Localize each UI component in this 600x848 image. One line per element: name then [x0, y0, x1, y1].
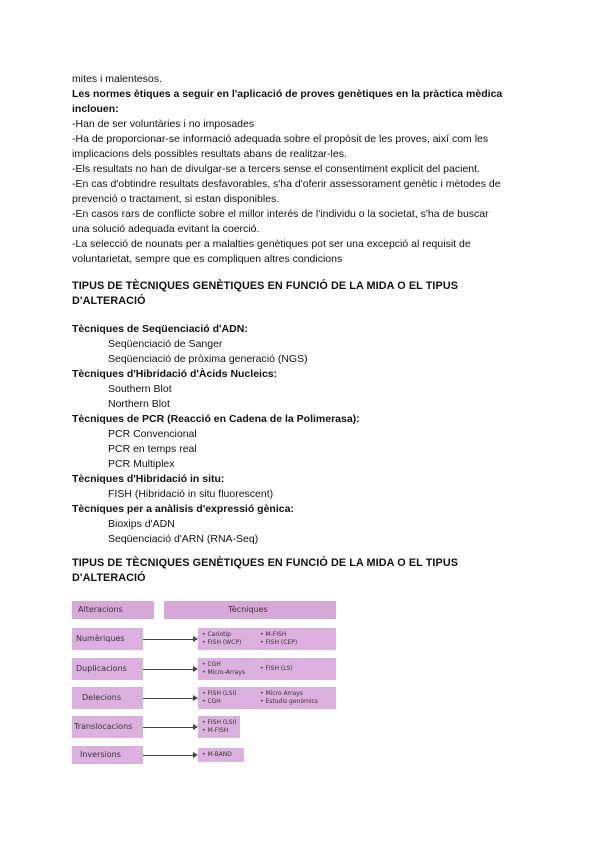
technique-item: PCR Multiplex	[108, 458, 175, 470]
technique-item: Seqüenciació de pròxima generació (NGS)	[108, 353, 308, 365]
norms-heading: Les normes ètiques a seguir en l'aplicació de proves genètiques en la pràctica mèdica inclouen:	[72, 88, 503, 115]
figure-header-right: Tècniques	[164, 601, 336, 619]
technique-item: PCR en temps real	[108, 443, 197, 455]
technique-item: Southern Blot	[108, 383, 172, 395]
alteration-box: Duplicacions	[72, 658, 143, 680]
alteration-box: Translocacions	[72, 716, 143, 738]
technique-category: Tècniques de PCR (Reacció en Cadena de la Polimerasa):	[72, 413, 360, 425]
norm-line: -En casos rars de conflicte sobre el millor interés de l'individu o la societat, s'ha de buscar	[72, 208, 489, 220]
section-title-2: TIPUS DE TÈCNIQUES GENÈTIQUES EN FUNCIÓ DE LA MIDA O EL TIPUS D'ALTERACIÓ	[72, 557, 459, 584]
technique-category: Tècniques de Seqüenciació d'ADN:	[72, 323, 248, 335]
section-title-1: TIPUS DE TÈCNIQUES GENÈTIQUES EN FUNCIÓ DE LA MIDA O EL TIPUS D'ALTERACIÓ	[72, 280, 459, 307]
norm-line: una solució adequada evitant la coerció.	[72, 223, 260, 235]
arrow-icon	[143, 639, 196, 640]
techniques-box: • M-BAND	[198, 748, 244, 762]
technique-item: Bioxips d'ADN	[108, 518, 175, 530]
norms-list	[72, 117, 532, 267]
norm-line: implicacions dels possibles resultats abans de realitzar-les.	[72, 148, 347, 160]
technique-item: FISH (Hibridació in situ fluorescent)	[108, 488, 274, 500]
alteration-box: Inversions	[72, 746, 143, 764]
techniques-box: • FISH (LSI) • CGH • Micro Arrays • Estudis genòmics	[198, 687, 336, 709]
alteration-box: Numèriques	[72, 628, 143, 650]
techniques-box: • CGH • Micro-Arrays • FISH (LS)	[198, 658, 336, 680]
arrow-icon	[143, 669, 196, 670]
norm-line: -La selecció de nounats per a malalties genètiques pot ser una excepció al requisit de	[72, 238, 471, 250]
norm-line: -Els resultats no han de divulgar-se a tercers sense el consentiment explícit del pacient.	[72, 163, 480, 175]
norm-line: -En cas d'obtindre resultats desfavorables, s'ha d'oferir assessorament genètic i mètodes de	[72, 178, 501, 190]
arrow-icon	[143, 755, 196, 756]
arrow-icon	[143, 727, 196, 728]
norm-line: -Ha de proporcionar-se informació adequada sobre el propòsit de les proves, així com les	[72, 133, 489, 145]
technique-item: Seqüenciació de Sanger	[108, 338, 223, 350]
figure-header-left: Alteracions	[72, 601, 154, 619]
techniques-box: • Cariotip • FISH (WCP) • M-FISH • FISH (CEP)	[198, 628, 336, 650]
intro-line: mites i malentesos.	[72, 73, 162, 85]
technique-category: Tècniques per a anàlisis d'expressió gènica:	[72, 503, 294, 515]
technique-item: Seqüenciació d'ARN (RNA-Seq)	[108, 533, 259, 545]
techniques-list	[72, 322, 360, 547]
technique-category: Tècniques d'Hibridació d'Àcids Nucleics:	[72, 368, 278, 380]
alteration-box: Delecions	[72, 687, 143, 709]
alterations-figure	[72, 601, 336, 764]
norm-line: -Han de ser voluntàries i no imposades	[72, 118, 255, 130]
arrow-icon	[143, 698, 196, 699]
technique-category: Tècniques d'Hibridació in situ:	[72, 473, 225, 485]
techniques-box: • FISH (LSI) • M-FISH	[198, 716, 240, 738]
technique-item: Northern Blot	[108, 398, 170, 410]
norm-line: voluntarietat, sempre que es compliquen altres condicions	[72, 253, 343, 265]
technique-item: PCR Convencional	[108, 428, 197, 440]
norm-line: prevenció o tractament, si estan disponibles.	[72, 193, 280, 205]
